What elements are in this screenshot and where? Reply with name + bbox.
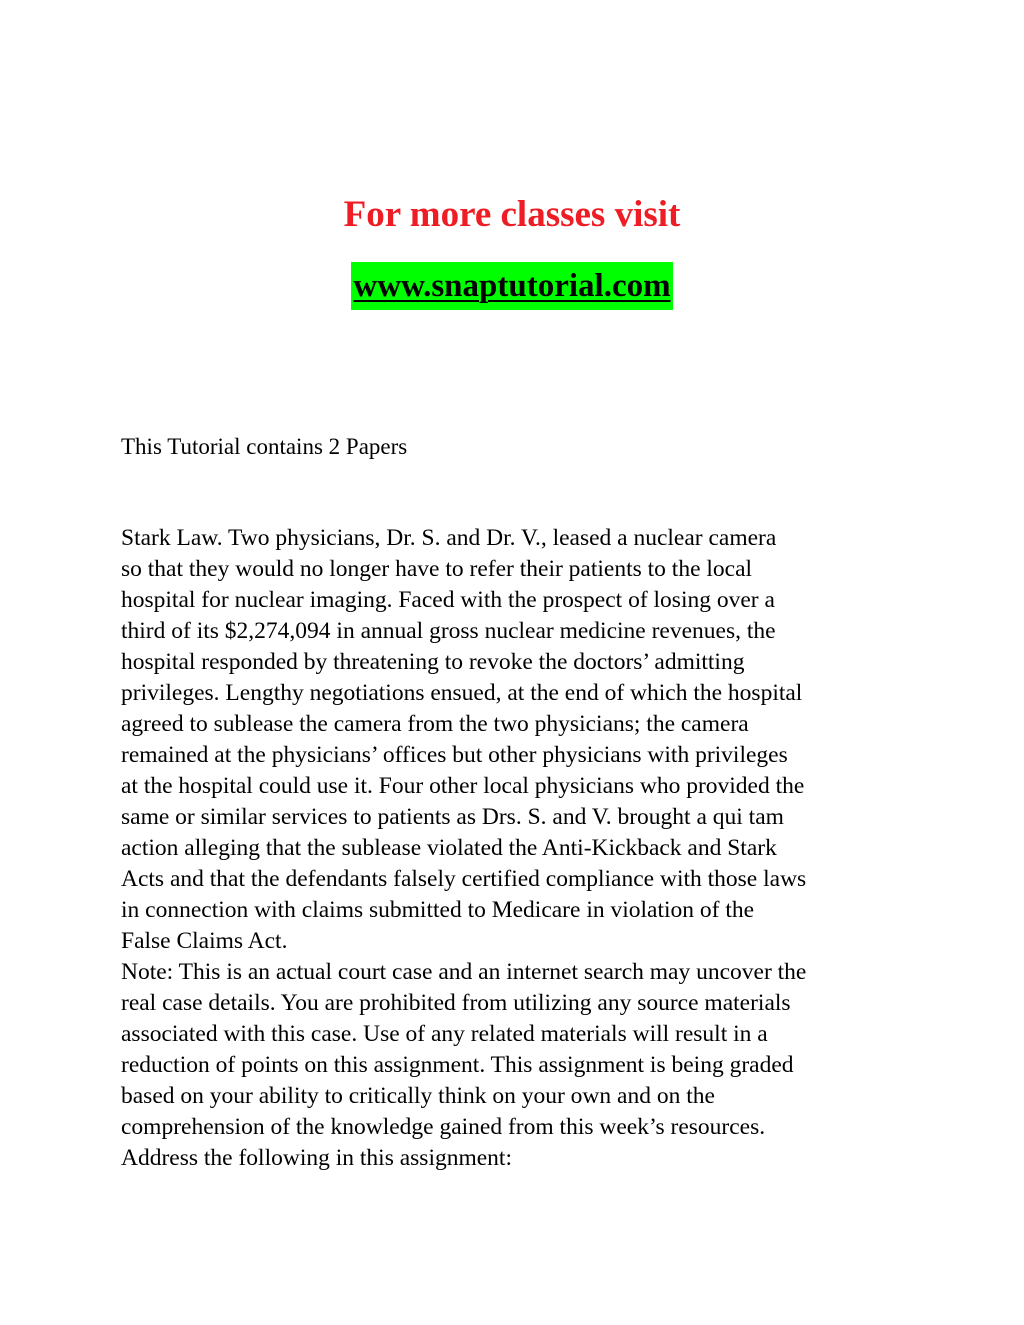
note-line: based on your ability to critically think on your own and on the xyxy=(121,1083,715,1109)
paragraph-line: privileges. Lengthy negotiations ensued, at the end of which the hospital xyxy=(121,680,803,706)
paragraph-line: at the hospital could use it. Four other local physicians who provided the xyxy=(121,773,805,799)
assignment-paragraph xyxy=(121,523,921,1174)
paragraph-line: remained at the physicians’ offices but other physicians with privileges xyxy=(121,742,788,768)
paragraph-line: third of its $2,274,094 in annual gross nuclear medicine revenues, the xyxy=(121,618,776,644)
paragraph-line: hospital responded by threatening to revoke the doctors’ admitting xyxy=(121,649,745,675)
paragraph-line: so that they would no longer have to refer their patients to the local xyxy=(121,556,753,582)
paragraph-line: same or similar services to patients as Drs. S. and V. brought a qui tam xyxy=(121,804,784,830)
promo-link-container xyxy=(0,262,1024,310)
note-line: reduction of points on this assignment. This assignment is being graded xyxy=(121,1052,794,1078)
note-line: Note: This is an actual court case and an internet search may uncover the xyxy=(121,959,807,985)
paragraph-line: hospital for nuclear imaging. Faced with the prospect of losing over a xyxy=(121,587,775,613)
note-line: real case details. You are prohibited from utilizing any source materials xyxy=(121,990,791,1016)
paragraph-line: action alleging that the sublease violated the Anti-Kickback and Stark xyxy=(121,835,777,861)
promo-title: For more classes visit xyxy=(343,194,681,235)
paragraph-line: False Claims Act. xyxy=(121,928,288,954)
paragraph-line: in connection with claims submitted to Medicare in violation of the xyxy=(121,897,755,923)
paragraph-line: Acts and that the defendants falsely certified compliance with those laws xyxy=(121,866,807,892)
note-line: Address the following in this assignment: xyxy=(121,1145,512,1171)
promo-link[interactable]: www.snaptutorial.com xyxy=(351,262,672,310)
note-line: associated with this case. Use of any related materials will result in a xyxy=(121,1021,768,1047)
paragraph-line: Stark Law. Two physicians, Dr. S. and Dr. V., leased a nuclear camera xyxy=(121,525,777,551)
tutorial-intro: This Tutorial contains 2 Papers xyxy=(121,434,408,459)
paragraph-line: agreed to sublease the camera from the two physicians; the camera xyxy=(121,711,749,737)
note-line: comprehension of the knowledge gained from this week’s resources. xyxy=(121,1114,766,1140)
